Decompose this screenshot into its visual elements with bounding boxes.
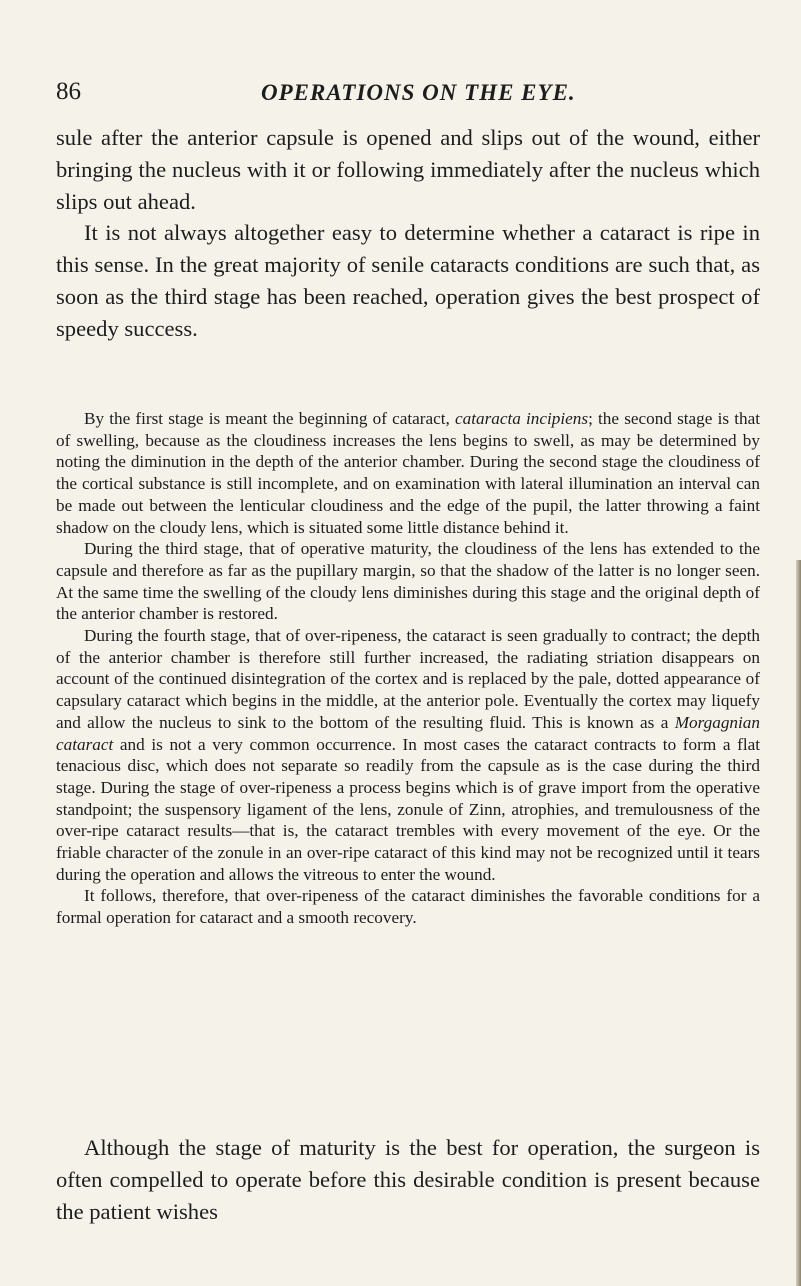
paragraph-fourth-stage — [56, 625, 760, 885]
paragraph-ripeness: It is not always altogether easy to determine whether a cataract is ripe in this sense. In the great majority of senile cataracts conditions are such that, as soon as the third stage has been reached, operation gives the best prospect of speedy success. — [56, 220, 760, 341]
italic-term: Morgagnian cataract — [56, 712, 760, 754]
paragraph-continuation: sule after the anterior capsule is opened and slips out of the wound, either bringing the nucleus with it or following immediately after the nucleus which slips out ahead. — [56, 125, 760, 214]
text-run: ; the second stage is that of swelling, because as the cloudiness increases the lens begins to swell, as may be determined by noting the diminution in the depth of the anterior chamber. During the second stage the cloudiness of the cortical substance is still incomplete, and on examination with lateral illumination an interval can be made out between the lenticular cloudiness and the edge of the pupil, the latter throwing a faint shadow on the cloudy lens, which is situated some little distance behind it. — [56, 409, 760, 537]
page-header — [56, 78, 761, 108]
text-run: During the fourth stage, that of over-ripeness, the cataract is seen gradually to contract; the depth of the anterior chamber is therefore still further increased, the radiating striation disappears on account of the continued disintegration of the cortex and is replaced by the pale, dotted appearance of capsulary cataract which begins in the middle, at the anterior pole. Eventually the cortex may liquefy and allow the nucleus to sink to the bottom of the resulting fluid. This is known as a — [56, 626, 760, 732]
paragraph-maturity: Although the stage of maturity is the best for operation, the surgeon is often compelled to operate before this desirable condition is present because the patient wishes — [56, 1135, 760, 1224]
page-number: 86 — [56, 78, 81, 105]
paragraph-third-stage: During the third stage, that of operative maturity, the cloudiness of the lens has extended to the capsule and therefore as far as the pupillary margin, so that the shadow of the latter is no longer seen. At the same time the swelling of the cloudy lens diminishes during this stage and the original depth of the anterior chamber is restored. — [56, 539, 760, 624]
paragraph-first-stage — [56, 408, 760, 538]
text-run: By the first stage is meant the beginning of cataract, — [84, 409, 455, 428]
small-text-block — [56, 408, 760, 929]
running-title: OPERATIONS ON THE EYE. — [261, 80, 576, 105]
paragraph-conclusion: It follows, therefore, that over-ripeness of the cataract diminishes the favorable conditions for a formal operation for cataract and a smooth recovery. — [56, 886, 760, 928]
top-text-block — [56, 122, 760, 345]
bottom-text-block — [56, 1132, 760, 1227]
text-run: and is not a very common occurrence. In most cases the cataract contracts to form a flat tenacious disc, which does not separate so readily from the capsule as is the case during the third stage. During the stage of over-ripeness a process begins which is of grave import from the operative standpoint; the suspensory ligament of the lens, zonule of Zinn, atrophies, and tremulousness of the over-ripe cataract results—that is, the cataract trembles with every movement of the eye. Or the friable character of the zonule in an over-ripe cataract of this kind may not be recognized until it tears during the operation and allows the vitreous to enter the wound. — [56, 734, 760, 884]
italic-term: cataracta incipiens — [454, 409, 589, 428]
page-edge-shadow — [796, 560, 801, 1286]
